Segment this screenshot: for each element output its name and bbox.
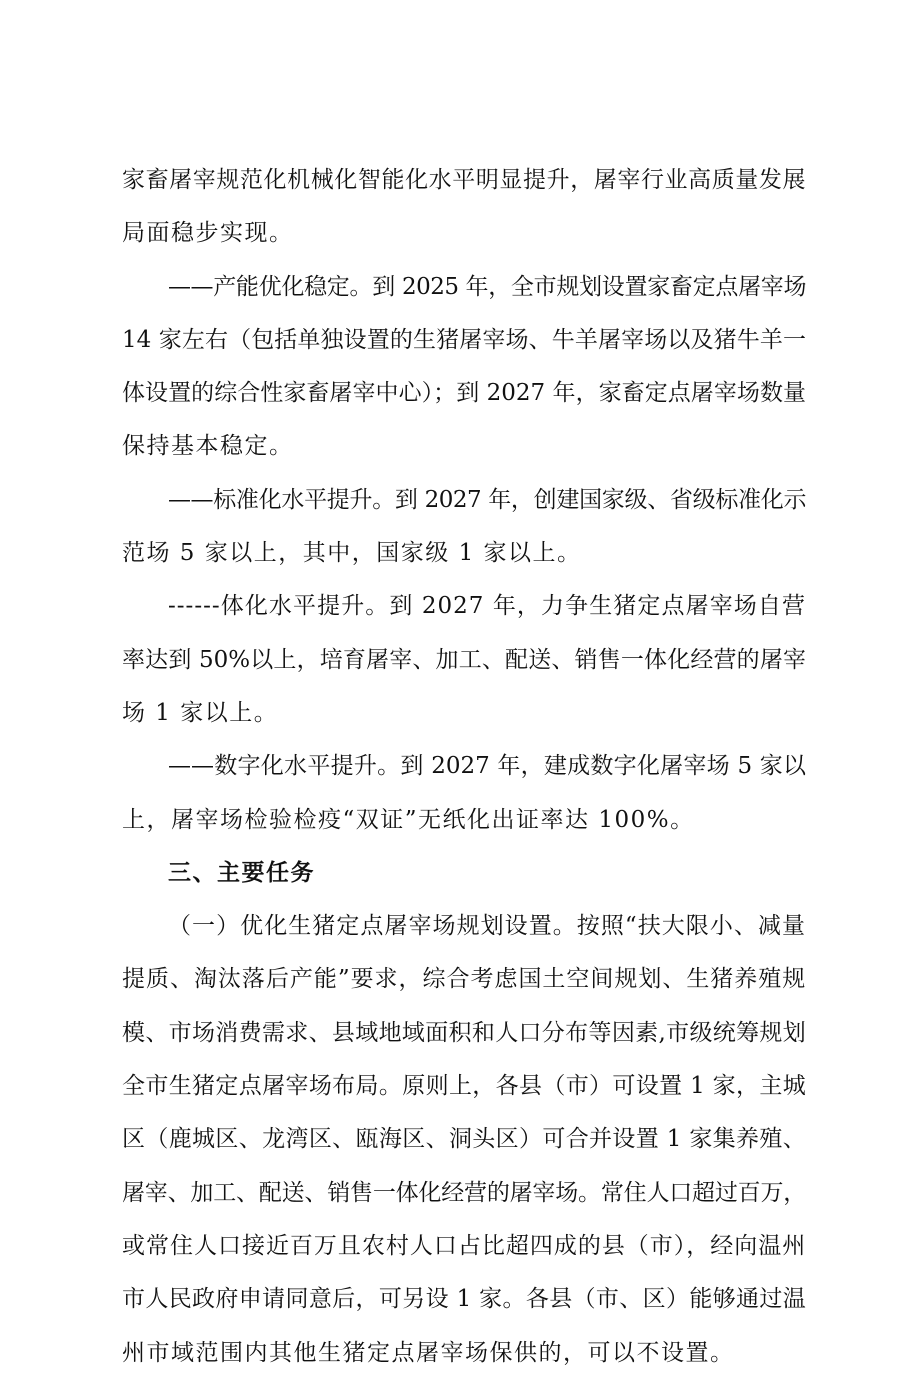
document-body bbox=[122, 154, 806, 1380]
body-line: 屠宰、加工、配送、销售一体化经营的屠宰场。常住人口超过百万， bbox=[122, 1179, 806, 1206]
body-line: 上，屠宰场检验检疫“双证”无纸化出证率达 100%。 bbox=[122, 806, 695, 833]
body-line: 14 家左右（包括单独设置的生猪屠宰场、牛羊屠宰场以及猪牛羊一 bbox=[122, 326, 806, 353]
body-line: 范场 5 家以上，其中，国家级 1 家以上。 bbox=[122, 540, 582, 567]
body-line: 率达到 50%以上，培育屠宰、加工、配送、销售一体化经营的屠宰 bbox=[122, 646, 806, 673]
body-line: 场 1 家以上。 bbox=[122, 699, 279, 726]
body-line: ------体化水平提升。到 2027 年，力争生猪定点屠宰场自营 bbox=[168, 593, 806, 620]
body-line: 局面稳步实现。 bbox=[122, 220, 294, 247]
body-line: ——产能优化稳定。到 2025 年，全市规划设置家畜定点屠宰场 bbox=[168, 273, 806, 300]
body-line: 模、市场消费需求、县域地域面积和人口分布等因素,市级统筹规划 bbox=[122, 1019, 806, 1046]
body-line: 家畜屠宰规范化机械化智能化水平明显提升，屠宰行业高质量发展 bbox=[122, 167, 806, 193]
section-heading: 三、主要任务 bbox=[168, 859, 315, 886]
body-line: 区（鹿城区、龙湾区、瓯海区、洞头区）可合并设置 1 家集养殖、 bbox=[122, 1126, 806, 1153]
body-line: 保持基本稳定。 bbox=[122, 433, 294, 460]
body-line: （一）优化生猪定点屠宰场规划设置。按照“扶大限小、减量 bbox=[168, 913, 806, 940]
body-line: 或常住人口接近百万且农村人口占比超四成的县（市），经向温州 bbox=[122, 1232, 806, 1259]
body-line: 市人民政府申请同意后，可另设 1 家。各县（市、区）能够通过温 bbox=[122, 1286, 806, 1313]
body-line: 体设置的综合性家畜屠宰中心）；到 2027 年，家畜定点屠宰场数量 bbox=[122, 380, 806, 407]
body-line: ——标准化水平提升。到 2027 年，创建国家级、省级标准化示 bbox=[168, 486, 806, 513]
body-line: 全市生猪定点屠宰场布局。原则上，各县（市）可设置 1 家，主城 bbox=[122, 1073, 806, 1100]
body-line: ——数字化水平提升。到 2027 年，建成数字化屠宰场 5 家以 bbox=[168, 753, 806, 780]
body-line: 州市域范围内其他生猪定点屠宰场保供的，可以不设置。 bbox=[122, 1339, 735, 1366]
body-line: 提质、淘汰落后产能”要求，综合考虑国土空间规划、生猪养殖规 bbox=[122, 966, 806, 993]
